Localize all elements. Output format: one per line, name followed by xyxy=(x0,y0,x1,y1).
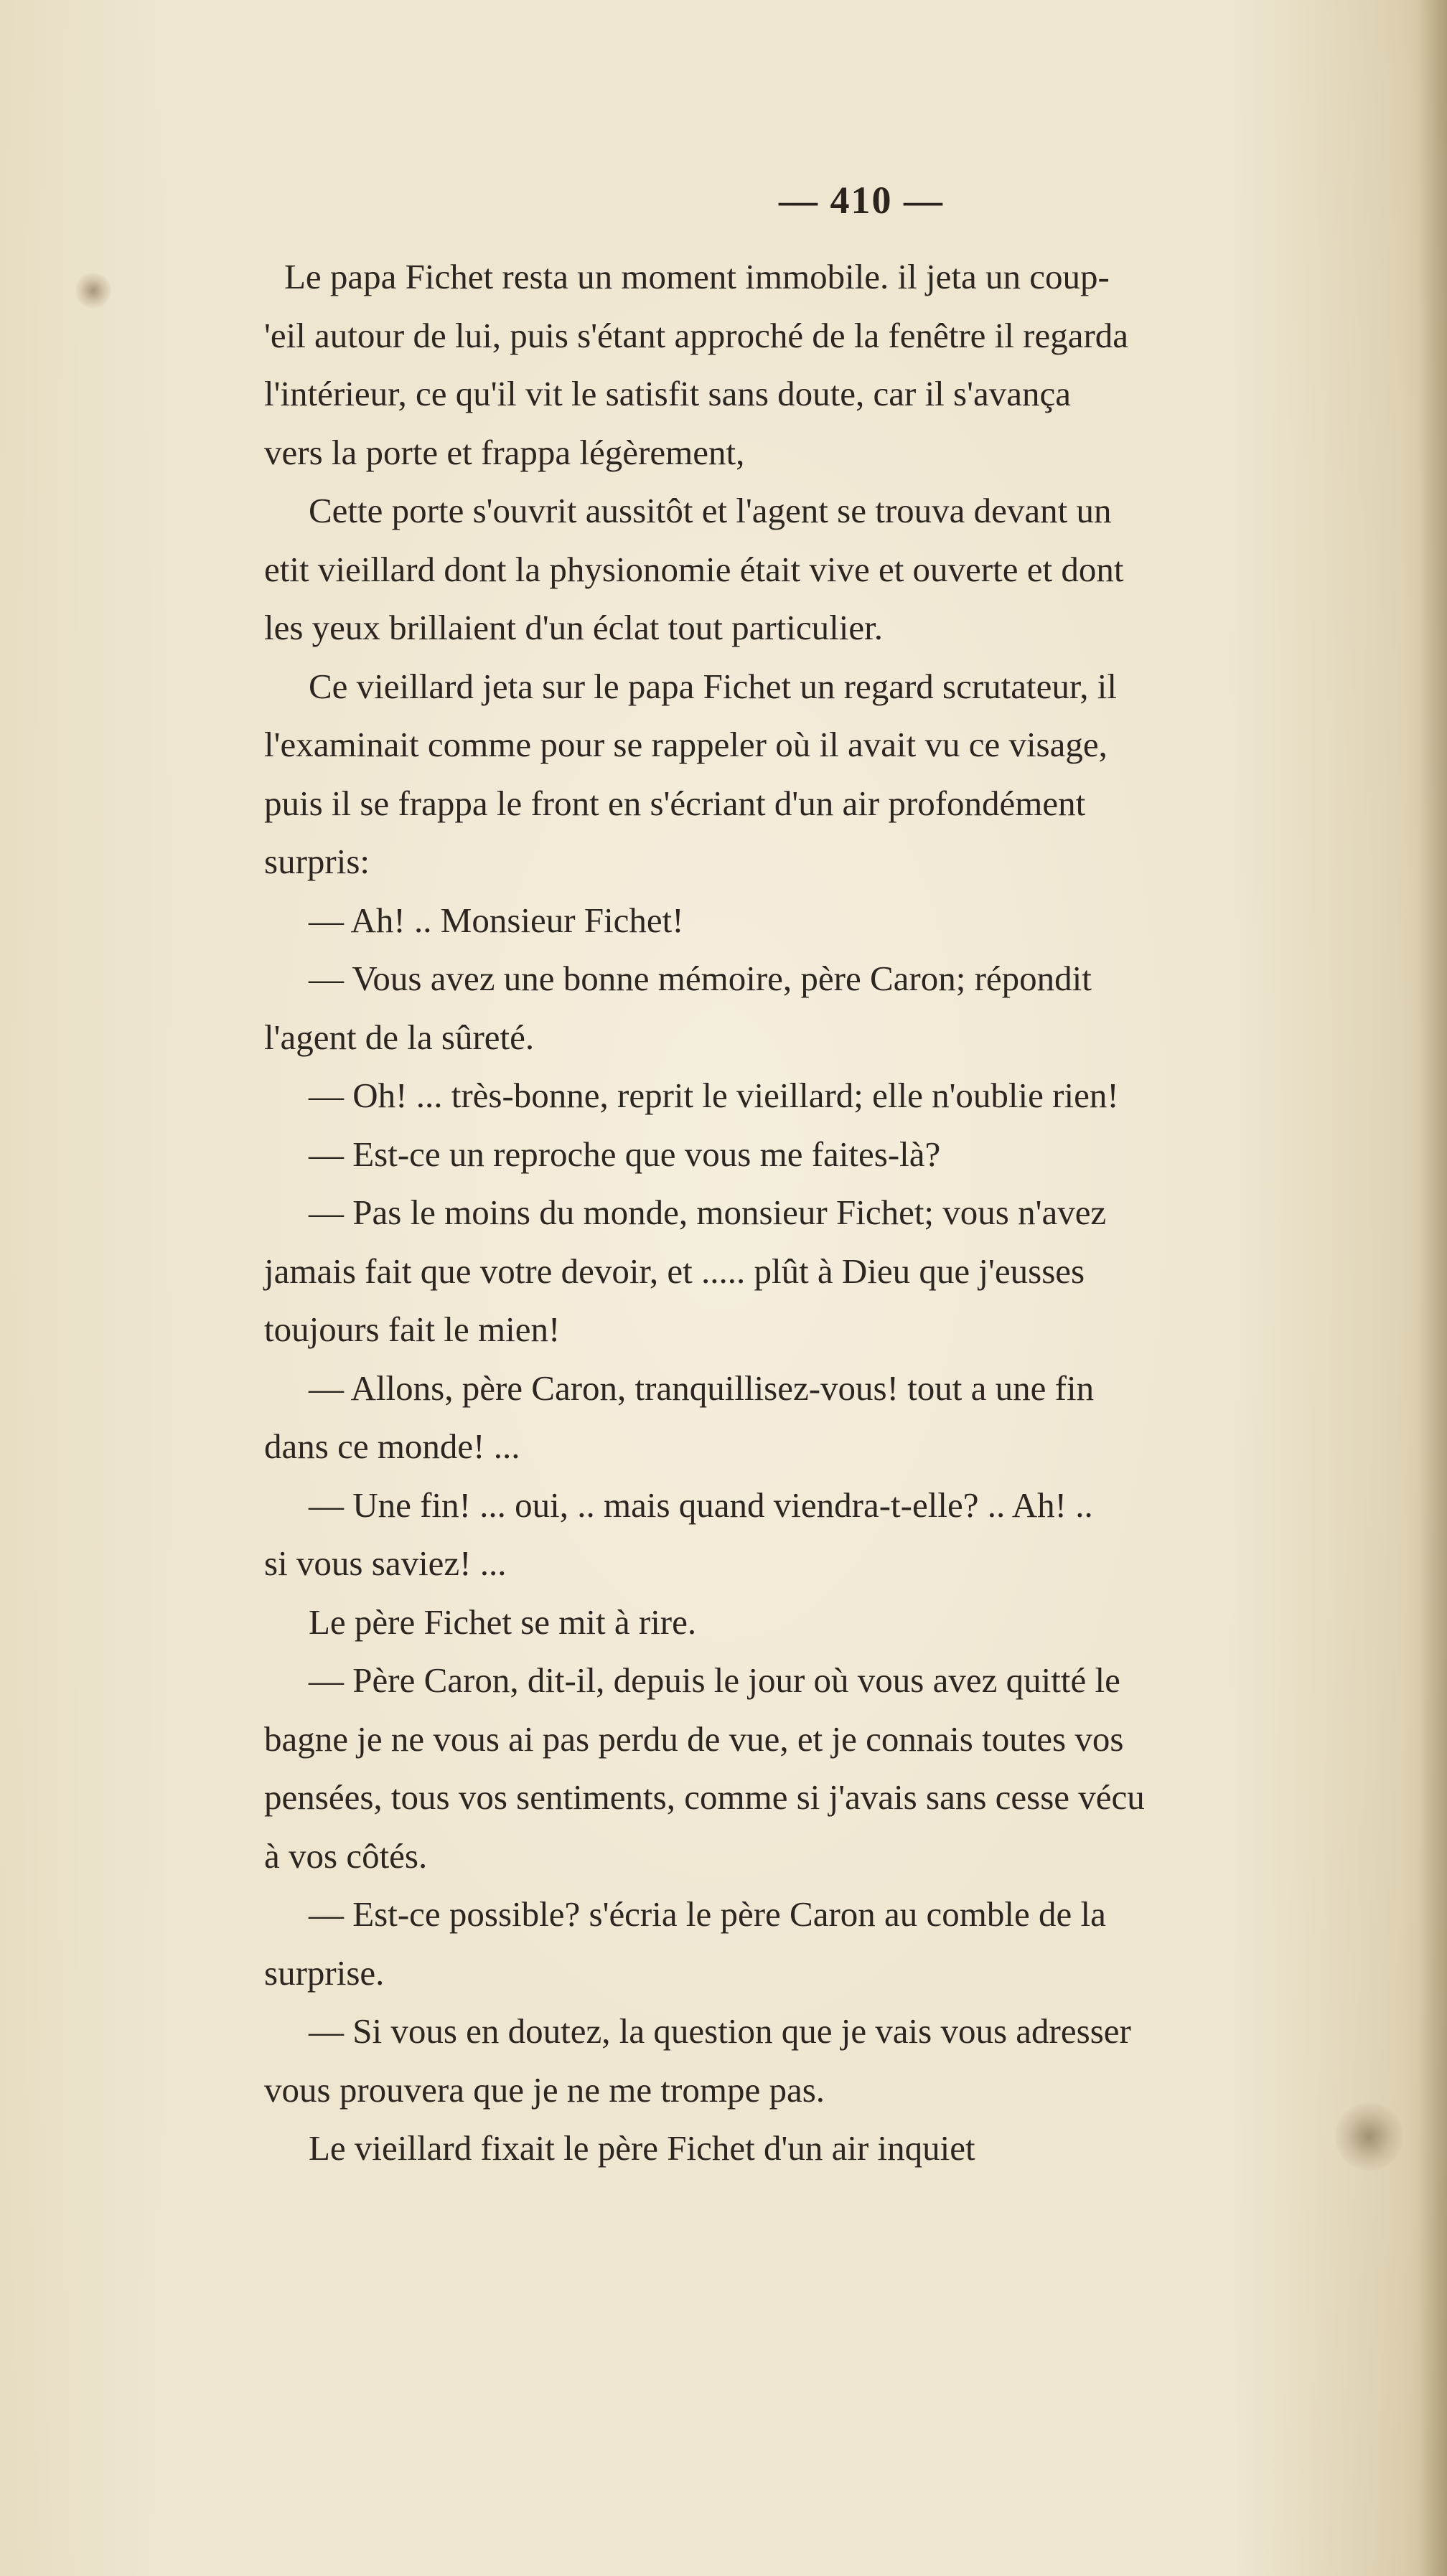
body-text xyxy=(264,248,1427,2178)
text-line: 'eil autour de lui, puis s'étant approché de la fenêtre il regarda xyxy=(264,315,1129,355)
text-line: pensées, tous vos sentiments, comme si j'avais sans cesse vécu xyxy=(264,1777,1145,1817)
text-line: — Oh! ... très-bonne, reprit le vieillard; elle n'oublie rien! xyxy=(309,1076,1119,1115)
text-line: jamais fait que votre devoir, et ..... plût à Dieu que j'eusses xyxy=(264,1251,1085,1291)
text-line: surpris: xyxy=(264,842,370,881)
text-line: etit vieillard dont la physionomie était vive et ouverte et dont xyxy=(264,549,1124,589)
text-line: dans ce monde! ... xyxy=(264,1426,520,1466)
text-line: les yeux brillaient d'un éclat tout particulier. xyxy=(264,608,883,647)
paper-stain-spot xyxy=(75,273,111,309)
text-line: — Pas le moins du monde, monsieur Fichet; vous n'avez xyxy=(309,1193,1107,1232)
text-line: Le vieillard fixait le père Fichet d'un air inquiet xyxy=(309,2128,975,2168)
text-line: — Une fin! ... oui, .. mais quand viendra-t-elle? .. Ah! .. xyxy=(309,1485,1093,1525)
text-line: Le papa Fichet resta un moment immobile. il jeta un coup- xyxy=(284,257,1110,296)
text-line: l'agent de la sûreté. xyxy=(264,1017,535,1057)
text-line: Cette porte s'ouvrit aussitôt et l'agent se trouva devant un xyxy=(309,491,1112,530)
page-number: — 410 — xyxy=(779,179,944,222)
text-line: vers la porte et frappa légèrement, xyxy=(264,432,745,472)
text-line: bagne je ne vous ai pas perdu de vue, et je connais toutes vos xyxy=(264,1719,1124,1759)
text-line: Le père Fichet se mit à rire. xyxy=(309,1602,697,1642)
text-line: — Père Caron, dit-il, depuis le jour où vous avez quitté le xyxy=(309,1660,1120,1700)
text-line: — Allons, père Caron, tranquillisez-vous! tout a une fin xyxy=(309,1368,1095,1408)
text-line: — Vous avez une bonne mémoire, père Caron; répondit xyxy=(309,959,1092,998)
text-line: surprise. xyxy=(264,1952,385,1993)
text-line: Ce vieillard jeta sur le papa Fichet un regard scrutateur, il xyxy=(309,666,1117,706)
text-line: puis il se frappa le front en s'écriant d'un air profondément xyxy=(264,783,1086,823)
text-line: toujours fait le mien! xyxy=(264,1310,561,1349)
text-line: — Si vous en doutez, la question que je vais vous adresser xyxy=(309,2011,1131,2051)
text-line: — Est-ce possible? s'écria le père Caron au comble de la xyxy=(309,1894,1106,1934)
text-line: — Ah! .. Monsieur Fichet! xyxy=(309,900,684,940)
text-line: si vous saviez! ... xyxy=(264,1543,507,1583)
text-line: à vos côtés. xyxy=(264,1835,428,1876)
text-line: vous prouvera que je ne me trompe pas. xyxy=(264,2069,825,2110)
text-line: l'intérieur, ce qu'il vit le satisfit sans doute, car il s'avança xyxy=(264,374,1071,413)
text-line: — Est-ce un reproche que vous me faites-là? xyxy=(309,1134,941,1174)
text-line: l'examinait comme pour se rappeler où il avait vu ce visage, xyxy=(264,725,1108,764)
